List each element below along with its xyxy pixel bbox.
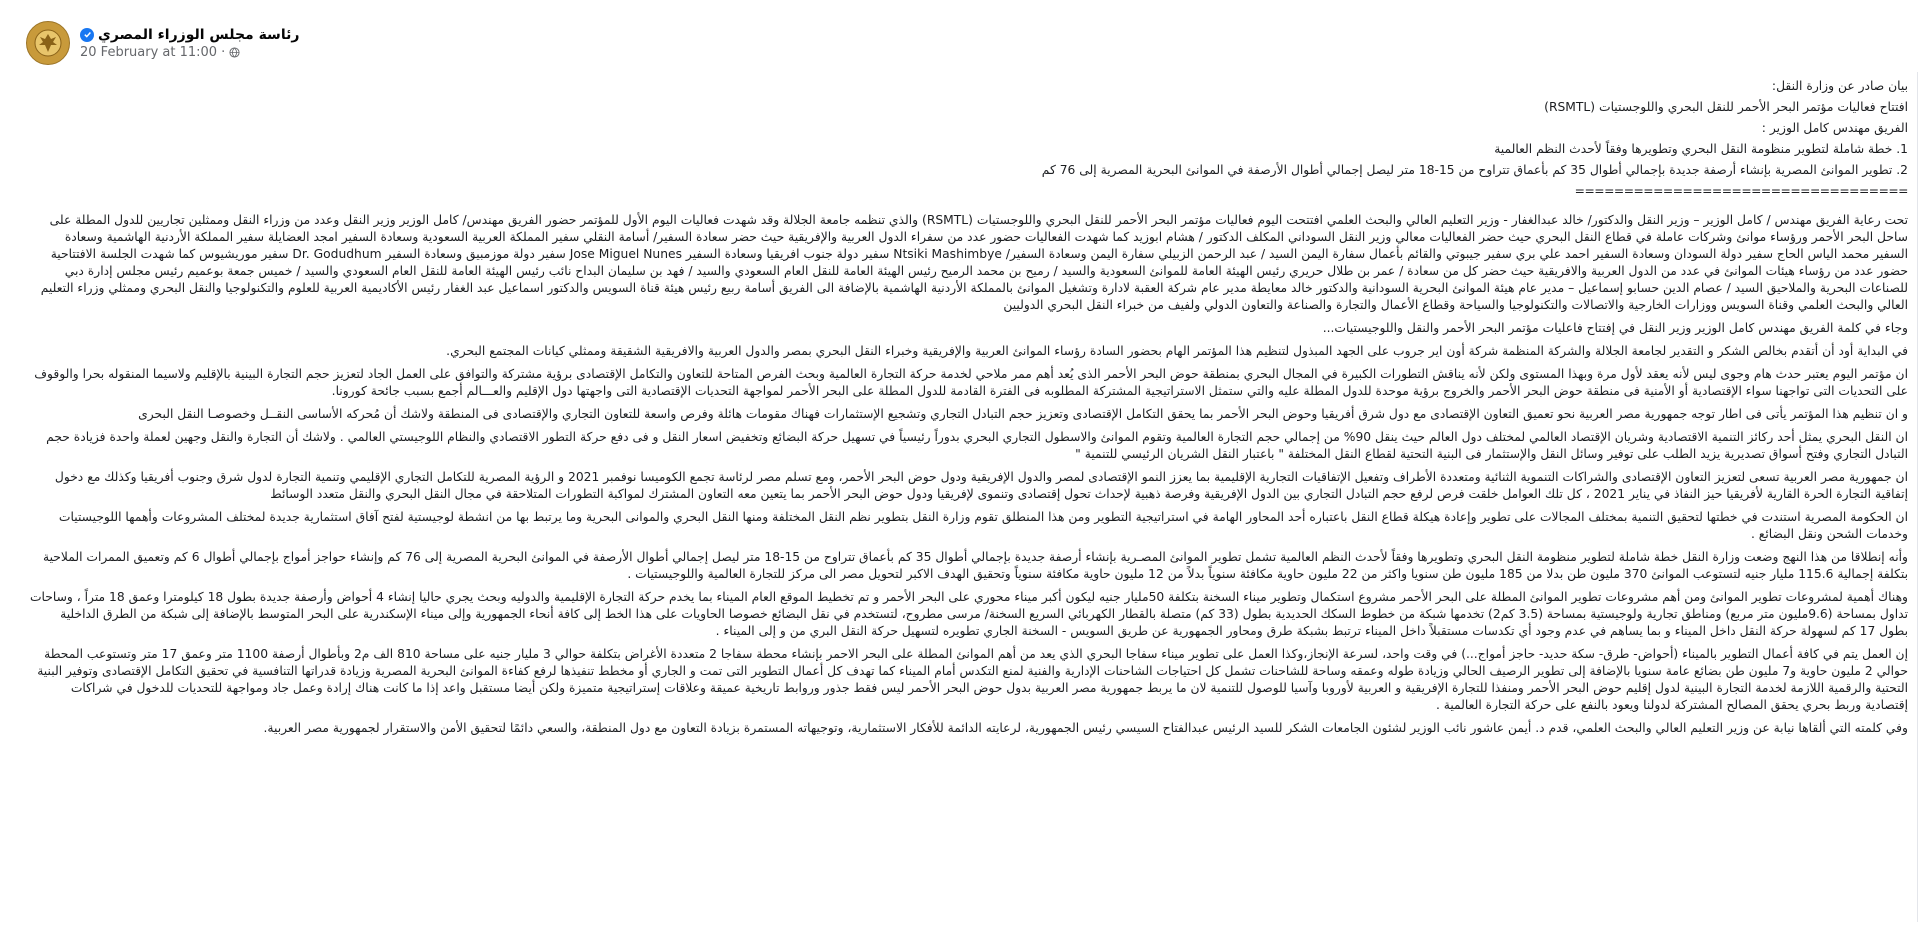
post-line-statement: بيان صادر عن وزارة النقل: xyxy=(1771,79,1908,93)
post-meta xyxy=(80,27,299,60)
post-paragraph-higher-education: وفي كلمته التي ألقاها نيابة عن وزير التعليم العالي والبحث العلمي، قدم د. أيمن عاشور نائب الوزير لشئون الجامعات الشكر للسيد الرئيس عبدالفتاح السيسي رئيس الجمهورية، لرعايته الدائمة للأفكار الاستثمارية، وتوجيهاته المستمرة بزيادة التعاون مع دول المنطقة، والسعي دائمًا لتحقيق الأمن والاستقرار لجمهورية مصر العربية. xyxy=(263,721,1908,735)
post-paragraph-sokhna: وهناك أهمية لمشروعات تطوير الموانئ ومن أهم مشروعات تطوير الموانئ المطلة على البحر الأحمر مشروع استكمال وتطوير ميناء السخنة بتكلفة 50مليار جنيه ليكون أكبر ميناء محوري على البحر الأحمر و تم تخطيط الموقع العام الميناء بما يخدم حركة التجارة الإقليمية والدوليه وبحث يجري حاليا إنشاء 4 أحواض وأرصفة جديدة بطول 18 كيلومترا وعمق 18 متراً ، وساحات تداول بمساحة (9.6مليون متر مربع) ومناطق تجارية ولوجيستية بمساحة (3.5 كم2) تخدمها شبكة من خطوط السكك الحديدية بطول (33 كم) متصلة بالقطار الكهربائي السريع السخنة/ مرسى مطروح، لتستخدم في نقل البضائع خصوصا الحاويات على هذا الخط إلى كافة أنحاء الجمهورية وإلى ميناء الإسكندرية على البحر المتوسط بالإضافة إلى شبكة من الطرق الداخلية بطول 17 كم لسهولة حركة النقل داخل الميناء و بما يساهم في عدم وجود أي تكدسات مستقبلاً داخل الميناء ترتبط بشبكة طرق ومحاور الجمهورية عن طريق السويس - السخنة الجاري تطويره لتسهيل حركة النقل البري من و إلى الميناء . xyxy=(29,590,1908,638)
page-avatar[interactable] xyxy=(26,21,70,65)
post-subline xyxy=(80,45,299,60)
post-paragraph-safaga: إن العمل يتم في كافة أعمال التطوير بالميناء (أحواض- طرق- سكة حديد- حاجز أمواج...) في وقت واحد، لسرعة الإنجاز،وكذا العمل على تطوير ميناء سفاجا البحري الذي يعد من أهم الموانئ المطلة على البحر الاحمر بإنشاء محطة سفاجا 2 متعددة الأغراض بتكلفة حوالي 3 مليار جنيه على مساحة 810 الف م2 وبأطوال أرصفة 1100 متر وعمق 17 متر وتستوعب المحطة حوالي 2 مليون حاوية و7 مليون طن بضائع عامة سنويا بالإضافة إلى تطوير الرصيف الحالي وزيادة طوله وعمقه وساحة للشاحنات تشمل كل احتياجات الشاحنات الإدارية والفنية لمنع التكدس أمام الميناء كما تهدف كل أعمال التطوير التى تمت و الجاري أو مخطط تنفيذها لرفع كفاءة الموانئ البحرية المصرية وزيادة قدراتها التنافسية في تحقيق التكامل الإقتصادى وتوفير البنية التحتية والرقمية اللازمة لخدمة التجارة البينية لدول إقليم حوض البحر الأحمر ومنفذا للتجارة الإفريقية و العربية لأوروبا وآسيا للوصول للتنمية لان ما يربط جمهورية مصر العربية بدول حوض البحر الأحمر ليس فقط جذور وروابط تاريخية عميقة وعلاقات إستراتيجية متميزة ولكن أيضا مستقبل واعد إذا ما كانت هناك إرادة وعمل جاد ومواجهة للتحديات للدخول في شراكات إقتصادية وربط بحري يحقق المصالح المشتركة لدولنا ويعود بالنفع على حركة التجارة العالمية . xyxy=(37,647,1908,712)
post-line-point-2: 2. تطوير الموانئ المصرية بإنشاء أرصفة جديدة بإجمالي أطوال 35 كم بأعماق تتراوح من 15-18 متر ليصل إجمالي أطوال الأرصفة في الموانئ البحرية المصرية إلى 76 كم xyxy=(1041,163,1908,177)
post-paragraph-egypt-trade: ان جمهورية مصر العربية تسعى لتعزيز التعاون الإقتصادى والشراكات التنموية الثنائية ومتعددة الأطراف وتفعيل الإتفاقيات التجارية الإقليمية بما يعزز النمو الإقتصادى لمصر والدول الإفريقية ودول حوض البحر الأحمر، ومع تسلم مصر لرئاسة تجمع الكوميسا نوفمبر 2021 و الرؤية المصرية للتكامل التجاري الإقليمي وتنمية التجارة لدول شرق وجنوب أفريقيا وكذلك مع دخول إتفاقية التجارة الحرة القارية لأفريقيا حيز النفاذ في يناير 2021 ، كل تلك العوامل خلقت فرص لرفع حجم التبادل التجاري بين الدول الإفريقية وفرصة ذهبية لإحداث تحول إقتصادى وتنموى لإفريقيا ودول حوض البحر الأحمر بما يتعين معه التعاون المشترك لمواكبة التطورات المتلاحقة في مجال النقل البحري والنقل متعدد الوسائط xyxy=(54,470,1908,501)
post-paragraph-maritime: ان النقل البحري يمثل أحد ركائز التنمية الاقتصادية وشريان الإقتصاد العالمي لمختلف دول العالم حيث ينقل 90% من إجمالي حجم التجارة العالمية وتقوم الموانئ والاسطول التجاري البحري بدوراً رئيسياً في تسهيل حركة البضائع وتخفيض اسعار النقل و فى دفع حركة التطور الاقتصادي والنظام اللوجيستي العالمي . ولاشك أن التجارة والنقل وجهين لعملة واحدة فزيادة حجم التبادل التجاري وفتح أسواق تصديرية يزيد الطلب على توفير وسائل النقل والإستثمار فى البنية التحتية لقطاع النقل المختلفة " باعتبار النقل الشريان الرئيسي للتنمية " xyxy=(46,430,1908,461)
post-timestamp-link[interactable]: 20 February at 11:00 xyxy=(80,44,218,60)
post-paragraph-speech-intro: وجاء في كلمة الفريق مهندس كامل الوزير وزير النقل في إفتتاح فاعليات مؤتمر البحر الأحمر والنقل واللوجيستيات... xyxy=(1322,321,1908,335)
eagle-emblem-icon xyxy=(33,28,63,58)
post-body xyxy=(28,78,1908,743)
post-paragraph-government: ان الحكومة المصرية استندت في خطتها لتحقيق التنمية بمختلف المجالات على تطوير وإعادة هيكلة قطاع النقل باعتباره أحد المحاور الهامة في استراتيجية التطوير ومن هذا المنطلق تقوم وزارة النقل بتطوير نظم النقل المختلفة ومنها النقل البحري والموانى البحرية وما يرتبط بها من انشطة لوجيستية لفتح آفاق استثمارية جديدة لمختلف المشروعات وأهمها اللوجيستيات وخدمات الشحن ونقل البضائع . xyxy=(58,510,1908,541)
globe-icon[interactable] xyxy=(229,47,240,58)
verified-badge-icon xyxy=(80,28,94,42)
dot-separator: · xyxy=(221,44,226,60)
post-paragraph-cooperation: و ان تنظيم هذا المؤتمر يأتى فى اطار توجه جمهورية مصر العربية نحو تعميق التعاون الإقتصادى مع دول شرق أفريقيا وحوض البحر الأحمر بما يحقق التكامل الإقتصادى وتعزيز حجم التبادل التجاري وتشجيع الإستثمارات فهناك مقومات هائلة وفرص واسعة للتعاون التجاري والإقتصادى فى المنطقة ولاشك أن مُحركه الأساسى النقــل وخصوصـا النقل البحرى xyxy=(138,407,1908,421)
post-paragraph-plan: وأنه إنطلاقا من هذا النهج وضعت وزارة النقل خطة شاملة لتطوير منظومة النقل البحري وتطويرها وفقاً لأحدث النظم العالمية تشمل تطوير الموانئ المصـرية بإنشاء أرصفة جديدة بإجمالي أطوال 35 كم بأعماق تتراوح من 15-18 متر ليصل إجمالي أطوال الأرصفة في الموانئ البحرية المصرية إلى 76 كم وإنشاء حواجز أمواج بإجمالي أطوال 6 كم وتعميق الممرات الملاحية بتكلفة إجمالية 115.6 مليار جنيه لتستوعب الموانئ 370 مليون طن بدلا من 185 مليون طن سنويا واكثر من 22 مليون حاوية مكافئة سنوياً بدلاً من 12 مليون حاوية مكافئة سنوياً وتحقيق الهدف الاكبر لتحويل مصر الى مركز للتجارة العالمية واللوجيستيات . xyxy=(42,550,1908,581)
page-name-link[interactable]: رئاسة مجلس الوزراء المصري xyxy=(98,26,300,43)
post-paragraph-attendance: تحت رعاية الفريق مهندس / كامل الوزير – وزير النقل والدكتور/ خالد عبدالغفار - وزير التعليم العالي والبحث العلمي افتتحت اليوم فعاليات مؤتمر البحر الأحمر للنقل البحري واللوجستيات (RSMTL) والذي تنظمه جامعة الجلالة وقد شهدت فعاليات اليوم الأول للمؤتمر حضور الفريق مهندس/ كامل الوزير وزير النقل وعدد من وزراء النقل وممثلين تجاريين للدول المطلة على ساحل البحر الأحمر ورؤساء موانئ وشركات عاملة في قطاع النقل البحري حيث حضر الفعاليات معالي وزير النقل السوداني المكلف الدكتور / هشام ابوزيد كما شهدت الفعاليات حضور عدد من سفراء الدول العربية والإفريقية حيث حضر سعادة السفير/ أسامة النقلي سفير المملكة العربية السعودية وسعادة السفير امجد العضايلة سفير المملكة الأردنية الهاشمية وسعادة السفير محمد الياس الحاج سفير دولة السودان وسعادة السفير احمد علي بري سفير جيبوتي والقائم بأعمال سفارة اليمن السيد / عبد الرحمن الزبيلي سفارة اليمن وسعادة السفير/ Ntsiki Mashimbye سفير دولة جنوب افريقيا وسعادة السفير Jose Miguel Nunes سفير دولة موزمبيق وسعادة السفير Dr. Godudhum سفير موريشيوس كما شهدت الجلسة الافتتاحية حضور عدد من رؤساء هيئات الموانئ في عدد من الدول العربية والافريقية حيث حضر كل من سعادة / عمر بن طلال حريري رئيس الهيئة العامة للموانئ السعودية والسيد / رميح بن محمد الرميح رئيس الهيئة العامة للنقل العام السعودي والسيد / فهد بن سليمان البداح نائب رئيس الهيئة العامة للنقل العام السعودي والسيد / خميس جمعة بوعميم رئيس مجلس إدارة دبي للصناعات البحرية والملاحيق السيد / عصام الدين حسابو إسماعيل – مدير عام هيئة الموانئ البحرية السودانية والدكتور خالد معايطة مدير عام شركة العقبة لادارة وتشغيل الموانئ بالمملكة الأردنية الهاشمية بالإضافة الى الفريق أسامة ربيع رئيس هيئة قناة السويس والدكتور اسماعيل عبد الغفار رئيس الأكاديمية العربية للعلوم والتكنولوجيا والنقل البحري وممثلي وزراء التعليم العالي والبحث العلمي وقناة السويس ووزارات الخارجية والاتصالات والتكنولوجيا والسياحة وقطاع الأعمال والتجارة والصناعة والتعاون الدولي ولفيف من خبراء النقل البحري الدوليين xyxy=(40,213,1908,312)
post-line-point-1: 1. خطة شاملة لتطوير منظومة النقل البحري وتطويرها وفقاً لأحدث النظم العالمية xyxy=(1494,142,1908,156)
post-border xyxy=(1917,72,1918,922)
post-line-minister: الفريق مهندس كامل الوزير : xyxy=(1761,121,1908,135)
post-line-opening: افتتاح فعاليات مؤتمر البحر الأحمر للنقل البحري واللوجستيات (RSMTL) xyxy=(1544,100,1908,114)
post-paragraph-conference: ان مؤتمر اليوم يعتبر حدث هام وجوى ليس لأنه يعقد لأول مرة وبهذا المستوى ولكن لأنه يناقش التطورات الكبيرة في المجال البحري بمنطقة حوض البحر الأحمر الذى يُعد أهم ممر ملاحي لخدمة حركة التجارة العالمية وبحث الفرص المتاحة للتعاون والتكامل الإقتصادى برؤية مشتركة والتوافق على العمل الجاد لتعزيز حجم التجارة البينية بالإقليم ولاسيما المنقوله بحرا والوقوف على التحديات التى تواجهنا سواء الإقتصادية أو الأمنية فى منطقة حوض البحر الأحمر والخروج برؤية موحدة للدول المطلة عليه والتي ستمثل الاستراتيجية المشتركة المطلوبه فى الفترة القادمة للدول المطلة على البحر الأحمر لمواجهة التحديات الإقتصادية التى واجهتها دول الإقليم والعـــالم أجمع بسبب جائحة كورونا. xyxy=(34,367,1908,398)
post-paragraph-thanks: في البداية أود أن أتقدم بخالص الشكر و التقدير لجامعة الجلالة والشركة المنظمة شركة أون اير جروب على الجهد المبذول لتنظيم هذا المؤتمر الهام بحضور السادة رؤساء الموانئ العربية والإفريقية وخبراء النقل البحري بمصر والدول العربية والافريقية الشقيقة وممثلي كيانات المجتمع البحري. xyxy=(446,344,1908,358)
post-separator: ================================== xyxy=(1574,184,1908,198)
post-header xyxy=(26,18,299,68)
name-row xyxy=(80,27,299,43)
